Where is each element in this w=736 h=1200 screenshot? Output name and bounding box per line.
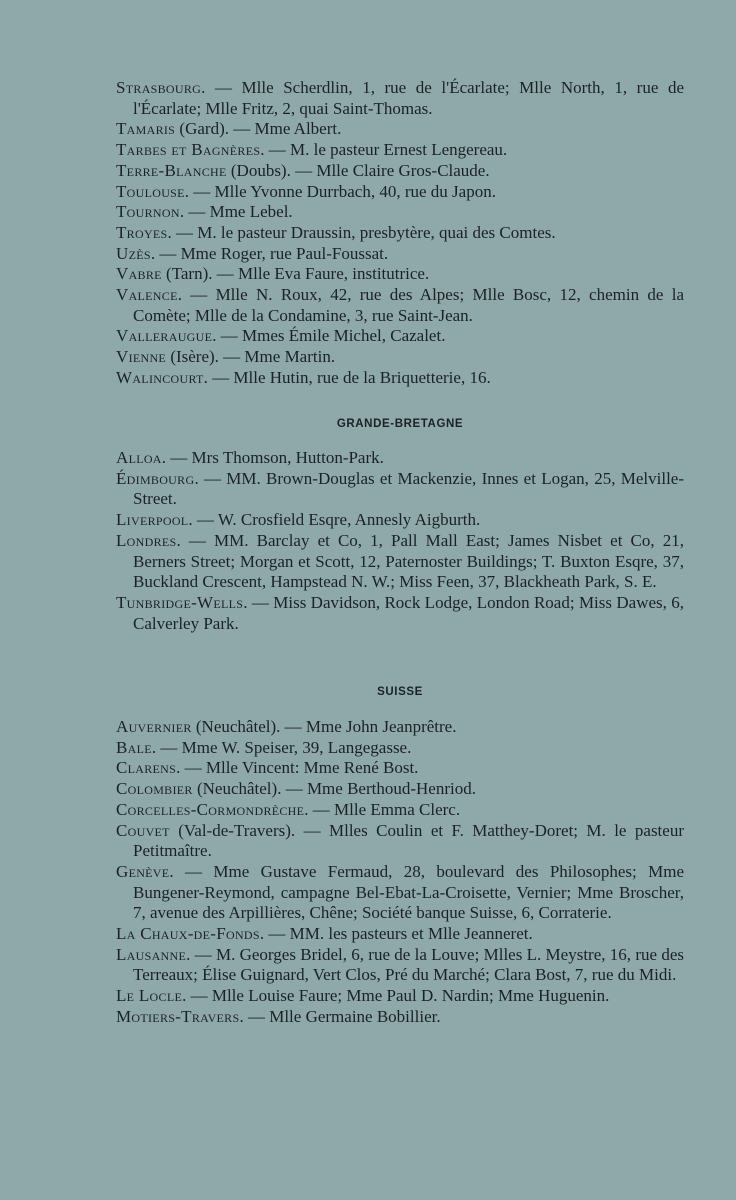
list-item <box>116 593 684 634</box>
entry-text: (Neuchâtel). — Mme John Jeanprêtre. <box>191 717 457 736</box>
place-name: Uzès <box>116 243 151 263</box>
entry-text: . — Mlle N. Roux, 42, rue des Alpes; Mlle Bosc, 12, chemin de la Comète; Mlle de la Condamine, 3, rue Saint-Jean. <box>133 285 684 325</box>
list-item <box>116 800 684 821</box>
entry-text: . — Mrs Thomson, Hutton-Park. <box>161 448 384 467</box>
entry-text: . — Mme Gustave Fermaud, 28, boulevard des Philosophes; Mme Bungener-Reymond, campagne Bel-Ebat-La-Croisette, Vernier; Mme Broscher, 7, avenue des Arpillières, Chêne; Société banque Suisse, 6, Corraterie. <box>133 861 684 923</box>
list-item <box>116 182 684 203</box>
place-name: Vabre <box>116 264 162 284</box>
place-name: Walincourt <box>116 367 204 387</box>
place-name: Bale <box>116 737 152 757</box>
entry-text: . — Mlle Scherdlin, 1, rue de l'Écarlate; Mlle North, 1, rue de l'Écarlate; Mlle Fritz, 2, quai Saint-Thomas. <box>133 78 684 118</box>
list-item <box>116 161 684 182</box>
place-name: Le Locle <box>116 986 183 1006</box>
place-name: Terre-Blanche <box>116 160 227 180</box>
entry-text: (Val-de-Travers). — Mlles Coulin et F. Matthey-Doret; M. le pasteur Petitmaître. <box>133 820 684 861</box>
entry-text: . — Miss Davidson, Rock Lodge, London Road; Miss Dawes, 6, Calverley Park. <box>133 592 684 633</box>
place-name: Vienne <box>116 347 167 367</box>
list-item <box>116 244 684 265</box>
entry-text: . — Mmes Émile Michel, Cazalet. <box>212 326 446 346</box>
list-item <box>116 1007 684 1028</box>
list-item <box>116 779 684 800</box>
list-item <box>116 448 684 469</box>
list-item <box>116 738 684 759</box>
entry-text: . — Mlle Louise Faure; Mme Paul D. Nardin; Mme Huguenin. <box>182 986 610 1006</box>
entry-text: . — Mlle Germaine Bobillier. <box>239 1006 441 1026</box>
entry-text: . — MM. les pasteurs et Mlle Jeanneret. <box>259 924 533 944</box>
entry-text: (Isère). — Mme Martin. <box>166 347 336 367</box>
place-name: Toulouse <box>116 181 185 201</box>
section-heading-suisse: SUISSE <box>377 686 423 698</box>
place-name: Lausanne <box>116 944 187 964</box>
place-name: Colombier <box>116 779 193 799</box>
place-name: Corcelles-Cormondrèche <box>116 799 305 819</box>
list-item <box>116 510 684 531</box>
entry-text: . — Mme Lebel. <box>179 202 293 222</box>
place-name: Valence <box>116 285 178 305</box>
list-item <box>116 368 684 389</box>
list-item <box>116 264 684 285</box>
list-item <box>116 285 684 326</box>
entry-text: (Doubs). — Mlle Claire Gros-Claude. <box>226 160 490 180</box>
place-name: Édimbourg <box>116 468 195 488</box>
place-name: Alloa <box>116 448 162 467</box>
place-name: Couvet <box>116 820 170 840</box>
list-item <box>116 531 684 593</box>
list-item <box>116 78 684 119</box>
entry-text: . — Mlle Vincent: Mme René Bost. <box>176 758 419 778</box>
entry-text: . — MM. Barclay et Co, 1, Pall Mall East; James Nisbet et Co, 21, Berners Street; Morgan et Scott, 12, Paternoster Buildings; T. Buxton Esqre, 37, Buckland Crescent, Hampstead N. W.; Miss Feen, 37, Blackheath Park, S. E. <box>133 530 684 592</box>
entry-text: . — M. le pasteur Ernest Lengereau. <box>260 140 508 160</box>
list-item <box>116 347 684 368</box>
france-section <box>116 78 684 389</box>
list-item <box>116 202 684 223</box>
list-item <box>116 223 684 244</box>
list-item <box>116 862 684 924</box>
place-name: Tarbes et Bagnères <box>116 140 261 160</box>
entry-text: (Neuchâtel). — Mme Berthoud-Henriod. <box>192 779 476 799</box>
place-name: Tamaris <box>116 119 176 139</box>
list-item <box>116 758 684 779</box>
place-name: Genève <box>116 861 170 881</box>
list-item <box>116 821 684 862</box>
place-name: Londres <box>116 530 177 550</box>
list-item <box>116 140 684 161</box>
entry-text: . — Mme W. Speiser, 39, Langegasse. <box>151 737 412 757</box>
section-heading-grande-bretagne: GRANDE-BRETAGNE <box>336 418 464 430</box>
list-item <box>116 326 684 347</box>
list-item <box>116 469 684 510</box>
entry-text: . — W. Crosfield Esqre, Annesly Aigburth. <box>188 510 481 530</box>
entry-text: . — MM. Brown-Douglas et Mackenzie, Innes et Logan, 25, Melville-Street. <box>133 468 684 509</box>
entry-text: . — Mlle Emma Clerc. <box>304 799 461 819</box>
place-name: Clarens <box>116 758 177 778</box>
entry-text: . — Mlle Yvonne Durrbach, 40, rue du Japon. <box>184 181 496 201</box>
place-name: Motiers-Travers <box>116 1006 240 1026</box>
suisse-section <box>116 717 684 1028</box>
list-item <box>116 986 684 1007</box>
entry-text: . — M. le pasteur Draussin, presbytère, quai des Comtes. <box>167 222 556 242</box>
place-name: Tunbridge-Wells <box>116 592 244 612</box>
list-item <box>116 924 684 945</box>
place-name: Troyes <box>116 222 168 242</box>
entry-text: . — Mme Roger, rue Paul-Foussat. <box>150 243 389 263</box>
list-item <box>116 717 684 738</box>
entry-text: . — M. Georges Bridel, 6, rue de la Louve; Mlles L. Meystre, 16, rue des Terreaux; Élise Guignard, Vert Clos, Pré du Marché; Clara Bost, 7, rue du Midi. <box>133 944 684 985</box>
place-name: Tournon <box>116 202 180 222</box>
list-item <box>116 945 684 986</box>
place-name: Auvernier <box>116 717 192 736</box>
entry-text: (Tarn). — Mlle Eva Faure, institutrice. <box>161 264 430 284</box>
list-item <box>116 119 684 140</box>
place-name: Valleraugue <box>116 326 213 346</box>
place-name: Strasbourg <box>116 78 202 97</box>
grande-bretagne-section <box>116 448 684 634</box>
entry-text: (Gard). — Mme Albert. <box>175 119 342 139</box>
entry-text: . — Mlle Hutin, rue de la Briquetterie, 16. <box>203 367 491 387</box>
place-name: Liverpool <box>116 510 189 530</box>
place-name: La Chaux-de-Fonds <box>116 924 260 944</box>
